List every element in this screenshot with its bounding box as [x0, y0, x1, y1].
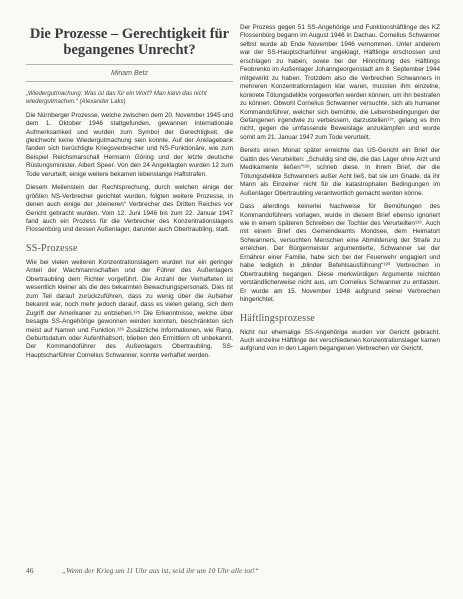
page-number: 46 — [26, 566, 34, 575]
epigraph-quote: „Wiedergutmachung: Was ist das für ein Wort? Man kann das nicht wiedergutmachen.“ (Alexander Laks) — [26, 90, 207, 106]
section-heading-ss-prozesse: SS-Prozesse — [26, 242, 78, 254]
footer-quote: „Wenn der Krieg um 11 Uhr aus ist, seid ihr um 10 Uhr alle tot!“ — [62, 566, 259, 575]
right-column — [240, 24, 440, 359]
page-footer — [26, 565, 440, 577]
paragraph: Wie bei vielen weiteren Konzentrationslagern wurden nur ein geringer Anteil der Wachmannschaften und der Führer des Außenlagers Obertraubling dem Richter vorgeführt. Die Anzahl der Verhafteten ist wesentlich kleiner als die des bekannten Bewachungspersonals. Dies ist zum Teil darauf zurückzuführen, dass zu wenig über die Aufseher bekannt war, noch mehr jedoch darauf, dass es vielen gelang, sich dem Zugriff der Amerikaner zu entziehen.¹²⁵ Die Erkenntnisse, welche über besagte SS-Angehörige gewonnen werden konnten, beschränkten sich meist auf Namen und Funktion.¹²⁶ Zusätzliche Informationen, wie Rang, Geburtsdatum oder Aufenthaltsort, blieben den Ermittlern oft unbekannt. Der Kommandoführer des Außenlagers Obertraubling, SS-Hauptscharführer Cornelius Schwanner, konnte verhaftet werden. — [26, 258, 233, 359]
article-title: Die Prozesse – Gerechtigkeit für begangenes Unrecht? — [29, 26, 230, 58]
paragraph: Der Prozess gegen 51 SS-Angehörige und Funktionshäftlinge des KZ Flossenbürg begann im August 1946 in Dachau. Cornelius Schwanner selbst wurde ab Ende November 1946 vernommen. Unter anderem war der SS-Hauptscharführer angeklagt, Häftlinge erschossen und erschlagen zu haben, sowie bei der Hinrichtung des Häftlings Feobrenko im Außenlager Johanngeorgenstadt am 8. September 1944 mitgewirkt zu haben. Trotzdem also die Verbrechen Schwanners in mehreren Konzentrationslagern klar waren, mussten ihm einzelne, konkrete Tötungsdelikte vorgeworfen werden können, um ihn bestrafen zu können. Obwohl Cornelius Schwanner versuchte, sich als humaner Kommandoführer, welcher sich bemühte, die Lebensbedingungen der Gefangenen irgendwie zu verbessern, darzustellen¹²⁷, gelang es ihm nicht, gegen die umfassende Beweislage anzukämpfen und wurde somit am 21. Januar 1947 zum Tode verurteilt. — [240, 24, 440, 141]
paragraph: Dass allerdings keinerlei Nachweise für Bemühungen des Kommandoführers vorlagen, wurde in diesem Brief ebenso ignoriert wie in einem späteren Schreiben der Tochter des Verurteilten¹²⁹. Auch mit einem Brief des Gemeindeamts Mondsee, dem Heimatort Schwanners, versuchten Menschen eine Abmilderung der Strafe zu erreichen. Der Bürgermeister argumentierte, Schwanner sei der Ernährer einer Familie, habe sich bei der Feuerwehr engagiert und habe lediglich in „blinder Befehlsausführung“¹³⁰ Verbrechen in Obertraubling begangen. Diese merkwürdigen Argumente reichten verständlicherweise nicht aus, um Cornelius Schwanner zu entlasten. Er wurde am 15. November 1948 aufgrund seiner Verbrechen hingerichtet. — [240, 203, 440, 304]
author-rule — [26, 81, 233, 82]
paragraph: Die Nürnberger Prozesse, welche zwischen dem 20. November 1945 und dem 1. Oktober 1946 stattgefunden, gewannen internationale Aufmerksamkeit und wurden zum Symbol der Gerechtigkeit, die gleichwohl keine Wiedergutmachung sein konnte. Auf der Anklagebank fanden sich berüchtigte Kriegsverbrecher und NS-Funktionäre, wie zum Beispiel Reichsmarschall Hermann Göring und der letzte deutsche Rüstungsminister, Albert Speer. Von den 24 Angeklagten wurden 12 zum Tode verurteilt, einige weitere bekamen lebenslange Haftstrafen. — [26, 111, 233, 178]
left-column — [26, 26, 233, 365]
paragraph: Diesem Meilenstein der Rechtsprechung, durch welchen einige der größten NS-Verbrecher gerichtet wurden, folgten weitere Prozesse, in denen auch einige der „kleineren“ Verbrecher des Dritten Reiches vor Gericht gebracht wurden. Vom 12. Juni 1946 bis zum 22. Januar 1947 fand auch ein Prozess für die Verbrecher des Konzentrationslagers Flossenbürg und dessen Außenlager, darunter auch Obertraubling, statt. — [26, 184, 233, 234]
paragraph: Bereits einen Monat später erreichte das US-Gericht ein Brief der Gattin des Verurteilten: „Schuldig sind die, die das Lager ohne Arzt und Medikamente ließen“¹²⁸, schrieb diese. In ihrem Brief, der die Tötungsdelikte Schwanners außer Acht ließ, bat sie um Gnade, da ihr Mann als Einzelner nicht für die katastrophalen Bedingungen im Außenlager Obertraubling verantwortlich gemacht werden könne. — [240, 147, 440, 197]
author-name: Miriam Betz — [111, 70, 148, 77]
paragraph: Nicht nur ehemalige SS-Angehörige wurden vor Gericht gebracht. Auch einzelne Häftlinge der verschiedenen Konzentrationslager kamen aufgrund von in den Lagern begangenen Verbrechen vor Gericht. — [240, 328, 440, 353]
title-rule — [26, 64, 233, 65]
section-heading-haeftlingsprozesse: Häftlingsprozesse — [240, 312, 316, 324]
